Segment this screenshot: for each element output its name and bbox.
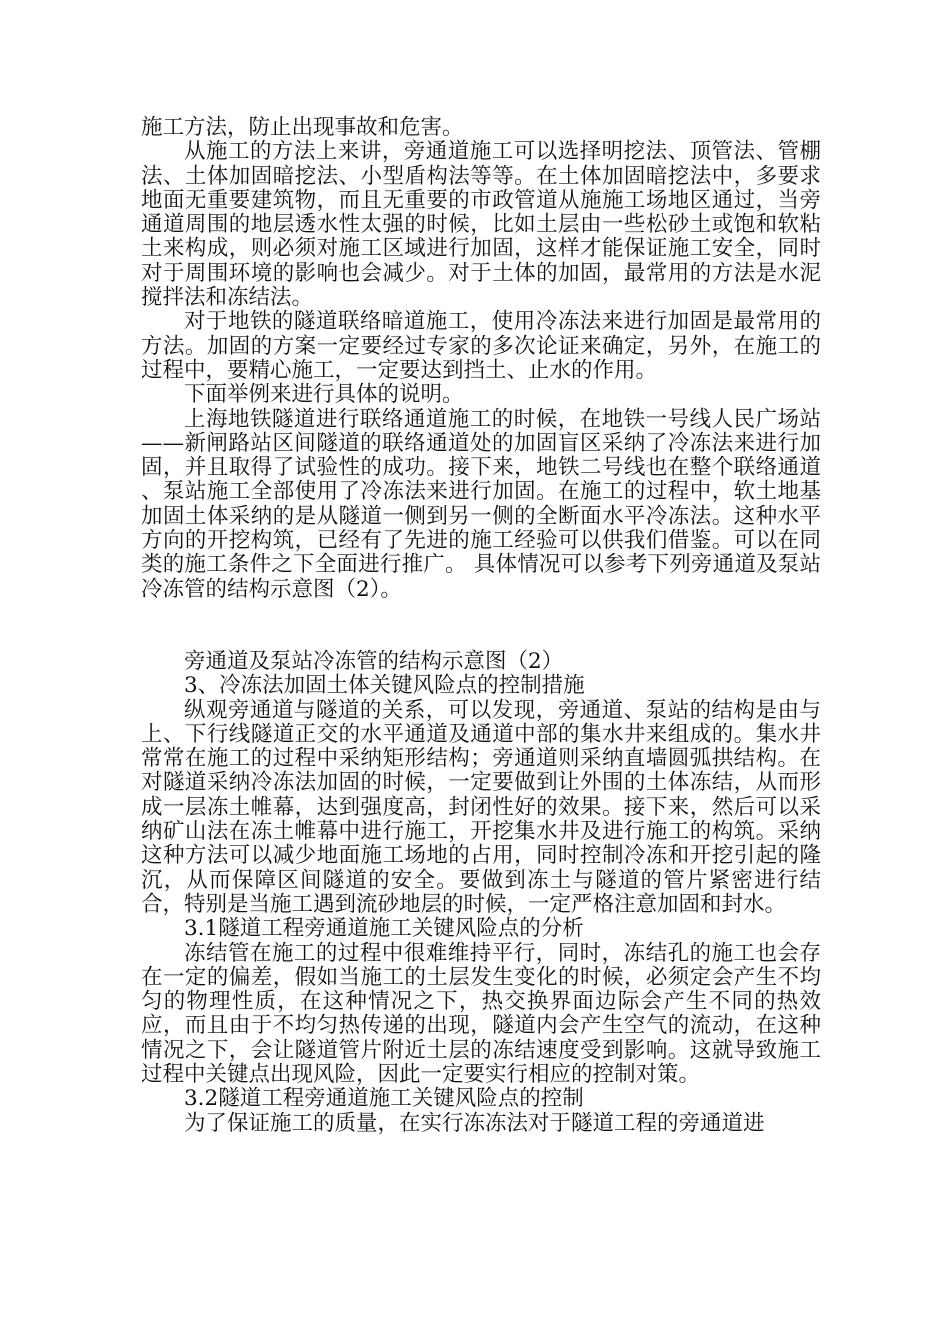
paragraph-continuation: 施工方法，防止出现事故和危害。	[141, 115, 464, 140]
paragraph-risk-analysis: 冻结管在施工的过程中很难维持平行，同时，冻结孔的施工也会存在一定的偏差，假如当施工的土层发生变化的时候，必须定会产生不均匀的物理性质，在这种情况之下，热交换界面边际会产生不同的热效应，而且由于不均匀热传递的出现，隧道内会产生空气的流动，在这种情况之下，会让隧道管片附近土层的冻结速度受到影响。这就导致施工过程中关键点出现风险，因此一定要实行相应的控制对策。	[141, 940, 821, 1087]
paragraph-risk-control: 为了保证施工的质量，在实行冻冻法对于隧道工程的旁通道进	[184, 1110, 765, 1136]
paragraph-construction-methods: 从施工的方法上来讲，旁通道施工可以选择明挖法、顶管法、管棚法、土体加固暗挖法、小型盾构法等等。在土体加固暗挖法中，多要求地面无重要建筑物，而且无重要的市政管道从施施工场地区通过，当旁通道周围的地层透水性太强的时候，比如土层由一些松砂土或饱和软粘土来构成，则必须对施工区域进行加固，这样才能保证施工安全，同时对于周围环境的影响也会减少。对于土体的加固，最常用的方法是水泥搅拌法和冻结法。	[141, 139, 821, 311]
paragraph-freezing-method: 对于地铁的隧道联络暗道施工，使用冷冻法来进行加固是最常用的方法。加固的方案一定要经过专家的多次论证来确定，另外，在施工的过程中，要精心施工，一定要达到挡土、止水的作用。	[141, 309, 821, 383]
paragraph-shanghai-example: 上海地铁隧道进行联络通道施工的时候，在地铁一号线人民广场站——新闸路站区间隧道的联络通道处的加固盲区采纳了冷冻法来进行加固，并且取得了试验性的成功。接下来，地铁二号线也在整个联络通道 、泵站施工全部使用了冷冻法来进行加固。在施工的过程中，软土地基加固土体采纳的是从隧道一侧到另一侧的全断面水平冷冻法。这种水平方向的开挖构筑，已经有了先进的施工经验可以供我们借鉴。可以在同类的施工条件之下全面进行推广。 具体情况可以参考下列旁通道及泵站冷冻管的结构示意图（2）。	[141, 406, 821, 602]
paragraph-relationship: 纵观旁通道与隧道的关系，可以发现，旁通道、泵站的结构是由与上、下行线隧道正交的水平通道及通道中部的集水井来组成的。集水井常常在施工的过程中采纳矩形结构；旁通道则采纳直墙圆弧拱结构。在对隧道采纳冷冻法加固的时候，一定要做到让外围的土体冻结，从而形成一层冻土帷幕，达到强度高，封闭性好的效果。接下来，然后可以采纳矿山法在冻土帷幕中进行施工，开挖集水井及进行施工的构筑。采纳这种方法可以减少地面施工场地的占用，同时控制冷冻和开挖引起的隆沉，从而保障区间隧道的安全。要做到冻土与隧道的管片紧密进行结合，特别是当施工遇到流砂地层的时候，一定严格注意加固和封水。	[141, 697, 821, 917]
section-heading-3-2: 3.2隧道工程旁通道施工关键风险点的控制	[184, 1086, 584, 1112]
paragraph-example-intro: 下面举例来进行具体的说明。	[184, 382, 464, 408]
section-heading-3-1: 3.1隧道工程旁通道施工关键风险点的分析	[184, 916, 584, 942]
document-body	[141, 116, 821, 1136]
figure-caption: 旁通道及泵站冷冻管的结构示意图（2）	[184, 648, 564, 674]
figure-placeholder-gap	[141, 602, 821, 650]
section-heading-3: 3、冷冻法加固土体关键风险点的控制措施	[184, 673, 585, 699]
